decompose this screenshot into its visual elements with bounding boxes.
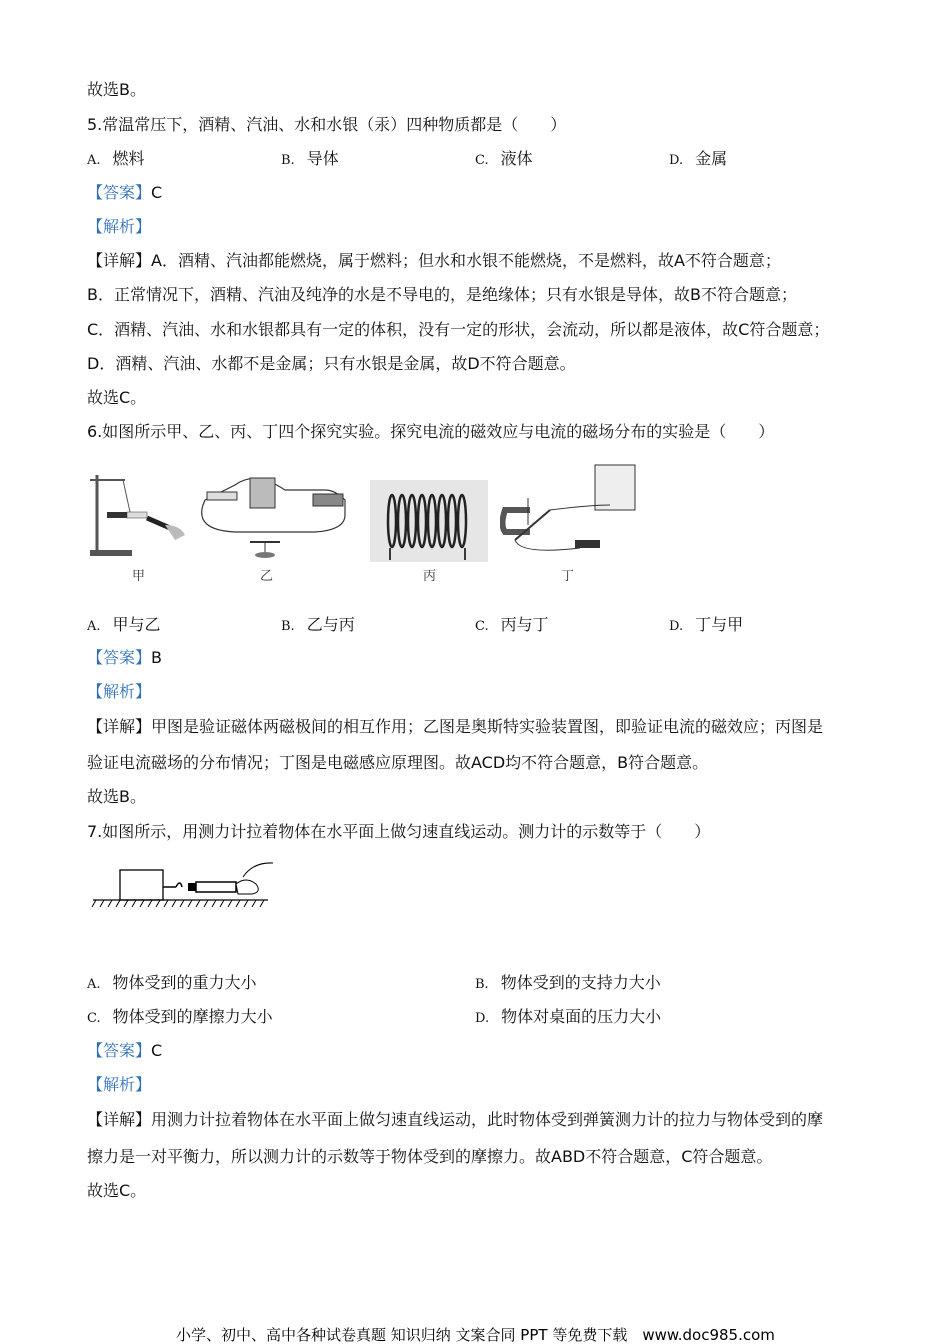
option-letter: D. [475,1011,490,1026]
option-d [669,149,727,171]
option-letter: D. [669,153,684,168]
option-letter: C. [87,1011,101,1026]
option-a [87,973,257,995]
option-text: 液体 [500,149,533,168]
option-text: 甲与乙 [112,615,161,634]
question-5: 5.常温常压下，酒精、汽油、水和水银（汞）四种物质都是（ ） [87,115,567,134]
option-letter: A. [87,619,101,634]
option-text: 丙与丁 [500,615,549,634]
figure-caption: 丙 [423,569,437,584]
answer-line [87,183,162,203]
footer-text: 小学、初中、高中各种试卷真题 知识归纳 文案合同 PPT 等免费下载 www.doc985.com [176,1326,775,1344]
answer-value: B [151,648,162,667]
option-c [87,1007,273,1029]
option-b [475,973,661,995]
option-letter: B. [475,977,489,992]
option-text: 物体对桌面的压力大小 [501,1007,662,1026]
option-text: 燃料 [112,149,145,168]
question-7: 7.如图所示，用测力计拉着物体在水平面上做匀速直线运动。测力计的示数等于（ ） [87,822,711,841]
figure-caption: 乙 [260,569,274,584]
conclusion: 故选C。 [87,1181,147,1200]
answer-value: C [151,1041,163,1060]
answer-line [87,1041,162,1061]
option-b [281,149,339,171]
option-letter: B. [281,619,295,634]
option-text: 物体受到的摩擦力大小 [112,1007,273,1026]
option-letter: B. [281,153,295,168]
detail-line: 【详解】甲图是验证磁体两磁极间的相互作用；乙图是奥斯特实验装置图，即验证电流的磁效应；丙图是 [87,717,824,736]
option-c [475,615,549,637]
detail-line: 擦力是一对平衡力，所以测力计的示数等于物体受到的摩擦力。故ABD不符合题意，C符合题意。 [87,1147,773,1166]
option-text: 乙与丙 [306,615,355,634]
option-letter: D. [669,619,684,634]
detail-line: D．酒精、汽油、水都不是金属；只有水银是金属，故D不符合题意。 [87,354,576,373]
option-text: 物体受到的支持力大小 [500,973,661,992]
option-letter: A. [87,153,101,168]
answer-label: 【答案】 [87,648,152,667]
option-text: 丁与甲 [695,615,744,634]
conclusion: 故选B。 [87,787,146,806]
figure-solenoid-field [370,480,488,562]
detail-line: C．酒精、汽油、水和水银都具有一定的体积，没有一定的形状，会流动，所以都是液体，故C符合题意； [87,320,830,339]
answer-value: C [151,183,163,202]
analysis-label: 【解析】 [87,682,152,701]
conclusion: 故选C。 [87,388,147,407]
figure-electromagnetic-induction [500,460,640,560]
figure-oersted-experiment [195,470,355,560]
option-d [475,1007,661,1029]
option-a [87,149,145,171]
option-text: 金属 [695,149,728,168]
detail-line: B．正常情况下，酒精、汽油及纯净的水是不导电的，是绝缘体；只有水银是导体，故B不符合题意； [87,285,797,304]
option-letter: C. [475,619,489,634]
option-d [669,615,743,637]
answer-label: 【答案】 [87,1041,152,1060]
detail-line: 【详解】用测力计拉着物体在水平面上做匀速直线运动，此时物体受到弹簧测力计的拉力与物体受到的摩 [87,1110,824,1129]
answer-label: 【答案】 [87,183,152,202]
question-6: 6.如图所示甲、乙、丙、丁四个探究实验。探究电流的磁效应与电流的磁场分布的实验是（ ） [87,422,775,441]
option-letter: C. [475,153,489,168]
figure-caption: 甲 [132,569,146,584]
option-letter: A. [87,977,101,992]
option-text: 导体 [306,149,339,168]
figure-magnet-poles [85,470,195,560]
detail-line: 【详解】A．酒精、汽油都能燃烧，属于燃料；但水和水银不能燃烧，不是燃料，故A不符合题意； [87,251,781,270]
answer-line [87,648,162,668]
option-b [281,615,355,637]
analysis-label: 【解析】 [87,1075,152,1094]
analysis-label: 【解析】 [87,217,152,236]
figure-spring-scale-pulling-block [88,852,273,912]
detail-line: 验证电流磁场的分布情况；丁图是电磁感应原理图。故ACD均不符合题意，B符合题意。 [87,753,709,772]
figure-caption: 丁 [561,569,575,584]
text-line: 故选B。 [87,80,146,99]
option-text: 物体受到的重力大小 [112,973,257,992]
option-c [475,149,533,171]
option-a [87,615,161,637]
